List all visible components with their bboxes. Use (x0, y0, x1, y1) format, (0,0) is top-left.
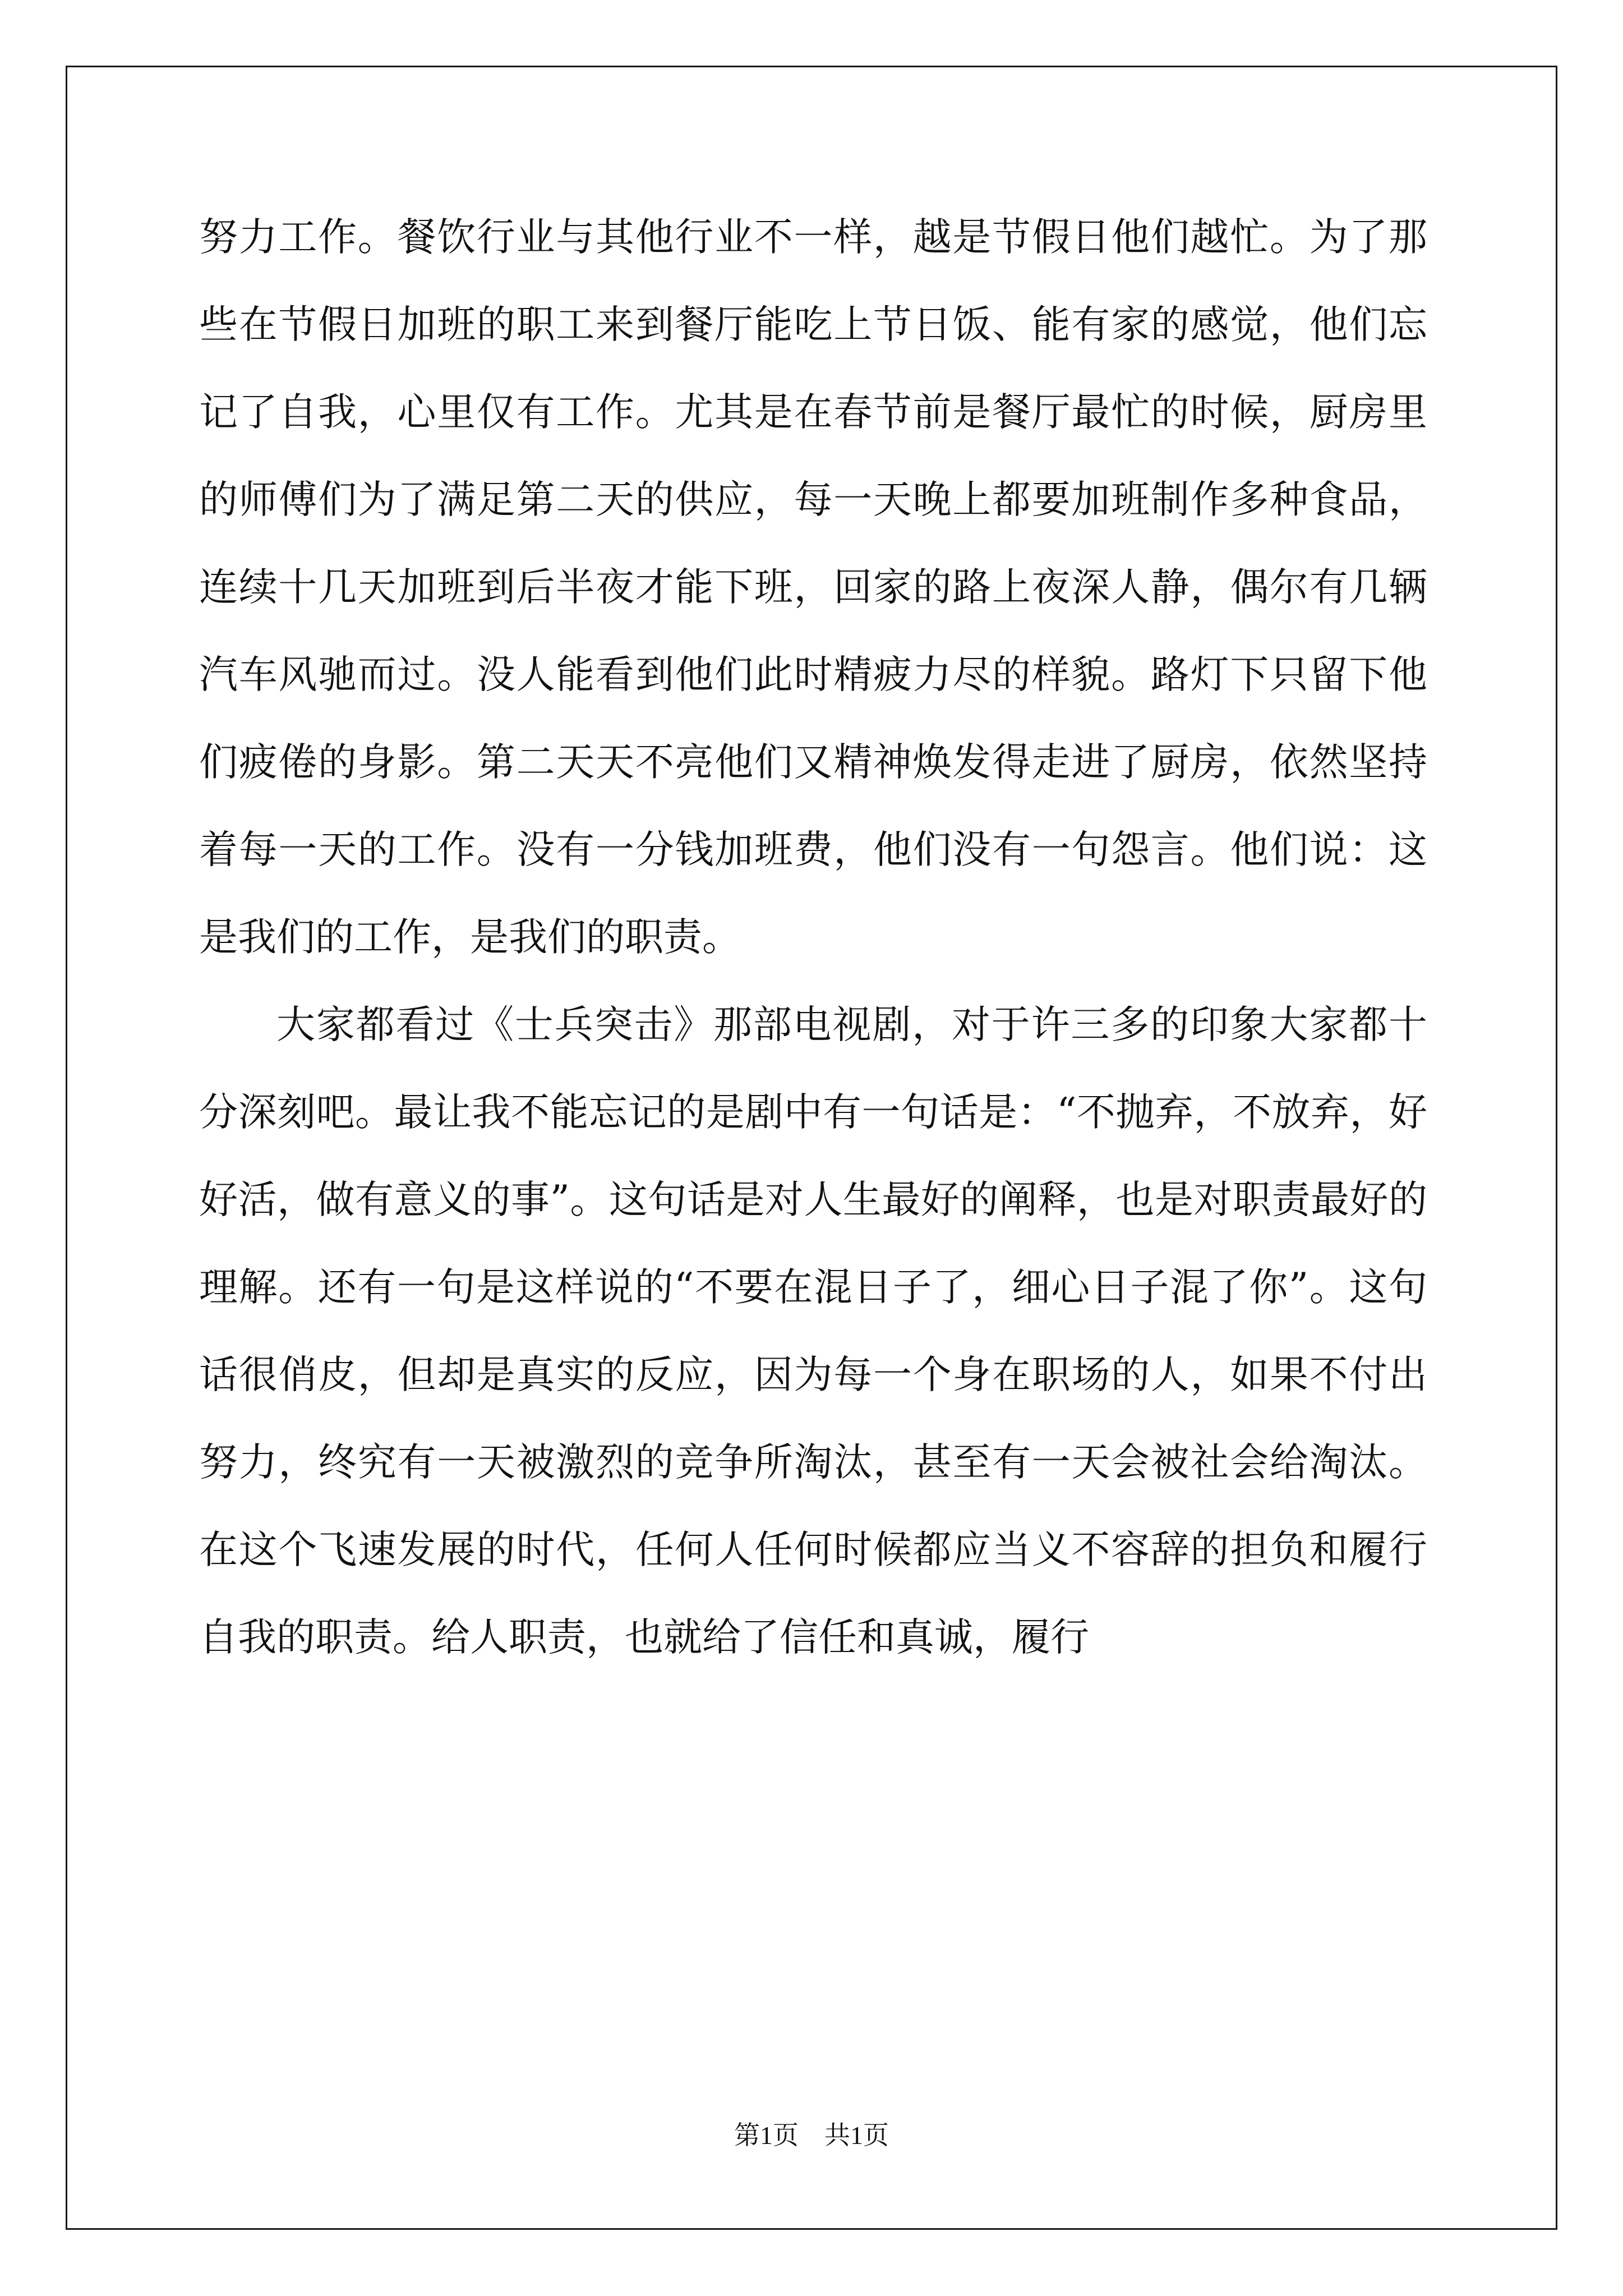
document-body (199, 194, 1427, 1681)
paragraph-continued: 努力工作。餐饮行业与其他行业不一样，越是节假日他们越忙。为了那些在节假日加班的职工来到餐厅能吃上节日饭、能有家的感觉，他们忘记了自我，心里仅有工作。尤其是在春节前是餐厅最忙的时候，厨房里的师傅们为了满足第二天的供应，每一天晚上都要加班制作多种食品，连续十几天加班到后半夜才能下班，回家的路上夜深人静，偶尔有几辆汽车风驰而过。没人能看到他们此时精疲力尽的样貌。路灯下只留下他们疲倦的身影。第二天天不亮他们又精神焕发得走进了厨房，依然坚持着每一天的工作。没有一分钱加班费，他们没有一句怨言。他们说：这是我们的工作，是我们的职责。 (199, 215, 1427, 960)
paragraph-soldier-sortie: 大家都看过《士兵突击》那部电视剧，对于许三多的印象大家都十分深刻吧。最让我不能忘记的是剧中有一句话是：“不抛弃，不放弃，好好活，做有意义的事”。这句话是对人生最好的阐释，也是对职责最好的理解。还有一句是这样说的“不要在混日子了，细心日子混了你”。这句话很俏皮，但却是真实的反应，因为每一个身在职场的人，如果不付出努力，终究有一天被激烈的竞争所淘汰，甚至有一天会被社会给淘汰。在这个飞速发展的时代，任何人任何时候都应当义不容辞的担负和履行自我的职责。给人职责，也就给了信任和真诚，履行 (199, 1002, 1427, 1660)
page-number-footer: 第1页 共1页 (734, 2121, 889, 2150)
